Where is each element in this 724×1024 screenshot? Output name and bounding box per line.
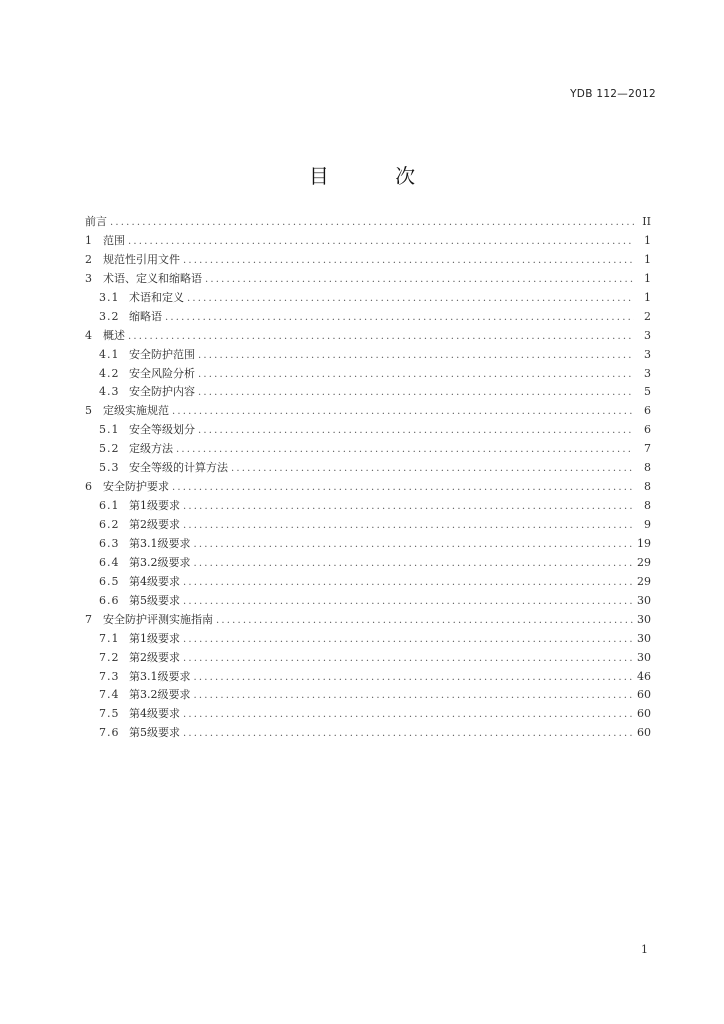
dot-leader xyxy=(172,403,634,422)
toc-entry-7-5[interactable] xyxy=(85,705,651,724)
toc-entry-number: 7.3 xyxy=(99,669,120,683)
dot-leader xyxy=(183,517,634,536)
toc-entry-number: 3.2 xyxy=(99,309,120,323)
toc-entry-number: 5.1 xyxy=(99,423,120,437)
toc-entry-page: 8 xyxy=(644,499,651,513)
toc-entry-label: 定级实施规范 xyxy=(103,404,169,418)
toc-entry-label: 术语和定义 xyxy=(129,290,184,304)
toc-entry-label: 术语、定义和缩略语 xyxy=(103,271,202,285)
toc-entry-label: 第1级要求 xyxy=(129,499,180,513)
toc-entry-page: 8 xyxy=(644,480,651,494)
dot-leader xyxy=(231,460,634,479)
dot-leader xyxy=(216,612,634,631)
toc-entry-label: 规范性引用文件 xyxy=(103,252,180,266)
toc-entry-4-3[interactable] xyxy=(85,383,651,402)
toc-entry-page: 29 xyxy=(637,574,651,588)
toc-entry-4[interactable] xyxy=(85,327,651,346)
dot-leader xyxy=(198,384,634,403)
toc-entry-number: 6.2 xyxy=(99,518,120,531)
dot-leader xyxy=(183,498,634,517)
dot-leader xyxy=(172,479,634,498)
toc-entry-label: 安全防护范围 xyxy=(129,347,195,361)
toc-entry-number: 6.3 xyxy=(99,536,120,550)
dot-leader xyxy=(183,706,634,725)
toc-entry-7-4[interactable] xyxy=(85,686,651,705)
toc-entry-number: 3.1 xyxy=(99,290,120,304)
toc-entry-6-2[interactable] xyxy=(85,516,651,535)
toc-entry-page: 6 xyxy=(644,423,651,437)
dot-leader xyxy=(194,687,635,706)
toc-entry-number: 5.2 xyxy=(99,442,120,456)
dot-leader xyxy=(183,650,634,669)
toc-entry-page: 29 xyxy=(637,555,651,569)
toc-entry-label: 安全防护内容 xyxy=(129,385,195,399)
toc-entry-6-3[interactable] xyxy=(85,535,651,554)
page-title: 目 次 xyxy=(308,164,446,188)
toc-entry-number: 5 xyxy=(85,404,93,418)
toc-entry-label: 概述 xyxy=(103,328,125,342)
page-number: 1 xyxy=(641,943,648,956)
toc-entry-5-3[interactable] xyxy=(85,459,651,478)
toc-entry-number: 3 xyxy=(85,271,93,285)
toc-entry-foreword[interactable] xyxy=(85,213,651,232)
dot-leader xyxy=(205,271,634,290)
toc-entry-label: 安全等级划分 xyxy=(129,423,195,437)
toc-entry-page: 19 xyxy=(637,536,651,550)
toc-entry-label: 第1级要求 xyxy=(129,631,180,645)
toc-entry-page: 30 xyxy=(637,650,651,664)
dot-leader xyxy=(128,328,634,347)
toc-entry-page: 30 xyxy=(637,631,651,645)
toc-entry-2[interactable] xyxy=(85,251,651,270)
toc-entry-page: 9 xyxy=(644,518,651,531)
toc-entry-page: II xyxy=(642,215,651,228)
toc-entry-label: 前言 xyxy=(85,215,107,228)
dot-leader xyxy=(176,441,634,460)
dot-leader xyxy=(194,669,635,688)
toc-entry-number: 6.1 xyxy=(99,499,120,513)
toc-entry-7-1[interactable] xyxy=(85,630,651,649)
dot-leader xyxy=(128,233,634,252)
toc-entry-label: 第5级要求 xyxy=(129,726,180,740)
toc-entry-number: 7.4 xyxy=(99,688,120,702)
dot-leader xyxy=(183,252,634,271)
toc-entry-number: 6.6 xyxy=(99,593,120,607)
toc-entry-6-1[interactable] xyxy=(85,497,651,516)
toc-entry-page: 30 xyxy=(637,593,651,607)
toc-entry-page: 1 xyxy=(644,271,651,285)
toc-entry-4-1[interactable] xyxy=(85,346,651,365)
toc-entry-number: 6 xyxy=(85,480,93,494)
toc-entry-label: 第4级要求 xyxy=(129,574,180,588)
toc-entry-7-6[interactable] xyxy=(85,724,651,743)
toc-entry-page: 3 xyxy=(644,366,651,380)
toc-entry-label: 安全风险分析 xyxy=(129,366,195,380)
toc-entry-page: 7 xyxy=(644,442,651,456)
toc-entry-number: 7.1 xyxy=(99,631,120,645)
toc-entry-label: 缩略语 xyxy=(129,309,162,323)
dot-leader xyxy=(165,309,634,328)
toc-entry-page: 60 xyxy=(637,707,651,721)
toc-entry-page: 8 xyxy=(644,461,651,475)
toc-entry-6-5[interactable] xyxy=(85,573,651,592)
dot-leader xyxy=(194,536,635,555)
toc-entry-5-1[interactable] xyxy=(85,421,651,440)
dot-leader xyxy=(198,366,634,385)
toc-entry-page: 3 xyxy=(644,328,651,342)
toc-entry-5-2[interactable] xyxy=(85,440,651,459)
toc-entry-6-6[interactable] xyxy=(85,592,651,611)
toc-entry-label: 范围 xyxy=(103,233,125,247)
toc-entry-page: 1 xyxy=(644,252,651,266)
dot-leader xyxy=(183,593,634,612)
toc-entry-number: 4.1 xyxy=(99,347,120,361)
dot-leader xyxy=(183,725,634,744)
toc-entry-6[interactable] xyxy=(85,478,651,497)
toc-entry-3-1[interactable] xyxy=(85,289,651,308)
toc-entry-page: 46 xyxy=(637,669,651,683)
toc-entry-page: 2 xyxy=(644,309,651,323)
toc-entry-label: 第2级要求 xyxy=(129,650,180,664)
toc-entry-number: 2 xyxy=(85,252,93,266)
toc-entry-label: 定级方法 xyxy=(129,442,173,456)
toc-entry-label: 安全等级的计算方法 xyxy=(129,461,228,475)
toc-entry-number: 6.4 xyxy=(99,555,120,569)
toc-entry-3[interactable] xyxy=(85,270,651,289)
toc-entry-number: 7.6 xyxy=(99,726,120,740)
toc-entry-number: 4 xyxy=(85,328,93,342)
dot-leader xyxy=(187,290,634,309)
toc-entry-4-2[interactable] xyxy=(85,365,651,384)
toc-entry-5[interactable] xyxy=(85,402,651,421)
toc-entry-label: 第2级要求 xyxy=(129,518,180,531)
toc-entry-number: 7.5 xyxy=(99,707,120,721)
toc-entry-page: 6 xyxy=(644,404,651,418)
toc-entry-7[interactable] xyxy=(85,611,651,630)
toc-entry-1[interactable] xyxy=(85,232,651,251)
toc-entry-label: 第3.1级要求 xyxy=(129,536,191,550)
dot-leader xyxy=(183,574,634,593)
toc-entry-label: 第4级要求 xyxy=(129,707,180,721)
table-of-contents xyxy=(85,213,651,743)
toc-entry-page: 1 xyxy=(644,290,651,304)
toc-entry-number: 4.2 xyxy=(99,366,120,380)
dot-leader xyxy=(198,347,634,366)
toc-entry-label: 安全防护要求 xyxy=(103,480,169,494)
dot-leader xyxy=(183,631,634,650)
toc-entry-label: 第3.1级要求 xyxy=(129,669,191,683)
toc-entry-label: 第5级要求 xyxy=(129,593,180,607)
dot-leader xyxy=(194,555,635,574)
toc-entry-label: 安全防护评测实施指南 xyxy=(103,612,213,626)
toc-entry-page: 3 xyxy=(644,347,651,361)
toc-entry-label: 第3.2级要求 xyxy=(129,555,191,569)
toc-entry-page: 5 xyxy=(644,385,651,399)
dot-leader xyxy=(110,214,634,233)
toc-entry-page: 60 xyxy=(637,688,651,702)
toc-entry-page: 30 xyxy=(637,612,651,626)
toc-entry-number: 7 xyxy=(85,612,93,626)
toc-entry-page: 60 xyxy=(637,726,651,740)
toc-entry-6-4[interactable] xyxy=(85,554,651,573)
toc-entry-number: 5.3 xyxy=(99,461,120,475)
toc-entry-label: 第3.2级要求 xyxy=(129,688,191,702)
toc-entry-number: 7.2 xyxy=(99,650,120,664)
document-code: YDB 112—2012 xyxy=(570,88,656,100)
toc-entry-page: 1 xyxy=(644,233,651,247)
toc-entry-7-2[interactable] xyxy=(85,649,651,668)
toc-entry-number: 6.5 xyxy=(99,574,120,588)
toc-entry-number: 4.3 xyxy=(99,385,120,399)
toc-entry-number: 1 xyxy=(85,233,93,247)
toc-entry-3-2[interactable] xyxy=(85,308,651,327)
dot-leader xyxy=(198,422,634,441)
toc-entry-7-3[interactable] xyxy=(85,668,651,687)
